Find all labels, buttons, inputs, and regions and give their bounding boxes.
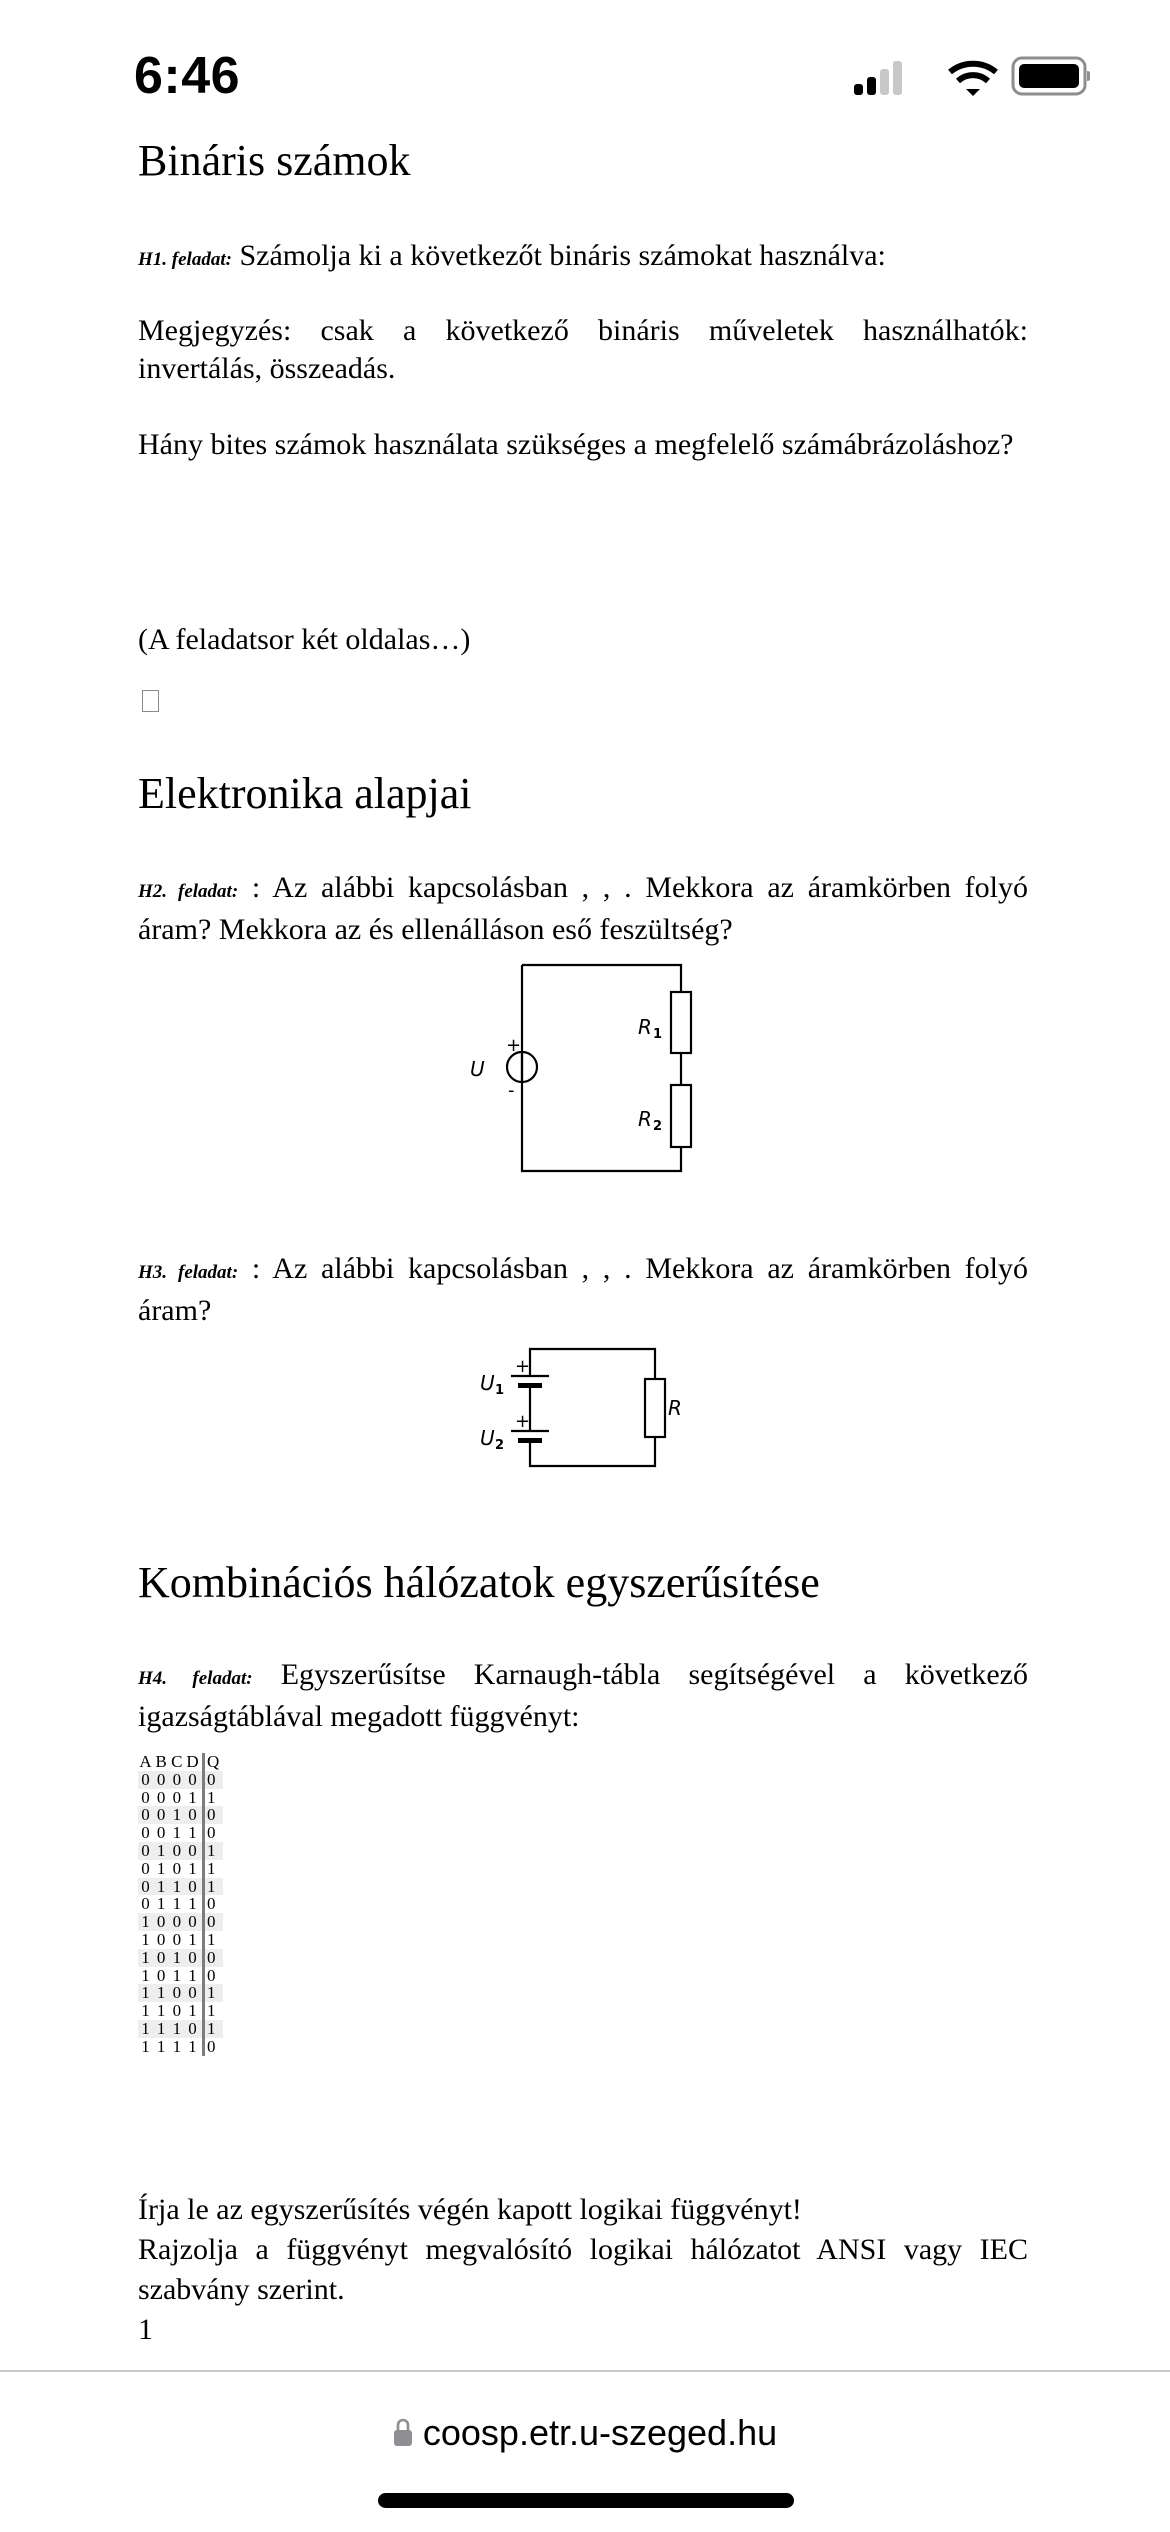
truth-table-row bbox=[138, 1984, 223, 2002]
truth-table-inputs bbox=[138, 1753, 202, 1771]
missing-glyph-icon bbox=[142, 690, 159, 712]
wire-top bbox=[530, 1349, 655, 1379]
truth-table-row bbox=[138, 1771, 223, 1789]
truth-table-inputs bbox=[138, 2038, 202, 2056]
wire-bottom-left bbox=[522, 965, 681, 1171]
truth-table-row bbox=[138, 1824, 223, 1842]
truth-table-cell: 0 bbox=[188, 1840, 197, 1860]
cellular-signal-icon bbox=[854, 61, 902, 95]
truth-table-cell: 1 bbox=[156, 2036, 166, 2056]
truth-table-output-cell: 1 bbox=[205, 1984, 223, 2002]
truth-table-output-cell: 0 bbox=[207, 1823, 216, 1843]
truth-table-header bbox=[138, 1753, 223, 1771]
circuit-diagram-two-batteries bbox=[460, 1330, 700, 1470]
truth-table-cell: 0 bbox=[141, 1858, 150, 1878]
wire-top bbox=[522, 965, 681, 992]
truth-table-cell: 0 bbox=[172, 1983, 182, 2003]
truth-table-cell: C bbox=[171, 1752, 183, 1771]
task-h3-label: H3. feladat: bbox=[138, 1262, 239, 1283]
truth-table-cell: 0 bbox=[141, 1876, 150, 1896]
heading-combinational-networks: Kombinációs hálózatok egyszerűsítése bbox=[138, 1558, 820, 1607]
truth-table-cell: 1 bbox=[172, 1965, 182, 1985]
truth-table-inputs bbox=[138, 1949, 202, 1967]
truth-table-cell: 1 bbox=[141, 2001, 150, 2021]
toolbar-divider bbox=[0, 2370, 1170, 2372]
label-u1: U bbox=[480, 1371, 495, 1395]
lock-body bbox=[394, 2430, 412, 2446]
truth-table-inputs bbox=[138, 1967, 202, 1985]
truth-table-cell: D bbox=[186, 1752, 199, 1771]
home-indicator[interactable] bbox=[378, 2493, 794, 2508]
truth-table-output-cell: 1 bbox=[207, 1787, 216, 1807]
truth-table-output-cell: 1 bbox=[205, 2020, 223, 2038]
truth-table-cell: 0 bbox=[156, 1805, 166, 1825]
truth-table-cell: 0 bbox=[156, 1947, 166, 1967]
truth-table-inputs bbox=[138, 1806, 202, 1824]
task-h1-note: Megjegyzés: csak a következő bináris műveletek használhatók: invertálás, összeadás. bbox=[138, 314, 1028, 385]
truth-table-cell: 1 bbox=[156, 1894, 166, 1914]
task-h1 bbox=[138, 237, 1028, 279]
truth-table-output-cell: 0 bbox=[205, 1913, 223, 1931]
truth-table-row bbox=[138, 1913, 223, 1931]
truth-table-cell: 0 bbox=[141, 1787, 150, 1807]
label-u: U bbox=[470, 1057, 485, 1081]
truth-table-cell: 1 bbox=[141, 2036, 150, 2056]
label-u2: U bbox=[480, 1426, 495, 1450]
label-r1: R bbox=[638, 1015, 652, 1039]
truth-table-inputs bbox=[138, 1878, 202, 1896]
truth-table-cell: 1 bbox=[188, 1823, 197, 1843]
instruction-draw-network: Rajzolja a függvényt megvalósító logikai hálózatot ANSI vagy IEC szabvány szerint. bbox=[138, 2233, 1028, 2306]
truth-table-inputs bbox=[138, 1931, 202, 1949]
label-u2-plus: + bbox=[515, 1411, 531, 1432]
truth-table-cell: 0 bbox=[156, 1787, 166, 1807]
label-r: R bbox=[668, 1396, 682, 1420]
truth-table-cell: 1 bbox=[156, 1876, 166, 1896]
truth-table-cell: 1 bbox=[141, 1965, 150, 1985]
truth-table-cell: 0 bbox=[172, 1787, 182, 1807]
truth-table-inputs bbox=[138, 1913, 202, 1931]
truth-table-output-cell: 1 bbox=[207, 1858, 216, 1878]
truth-table-row bbox=[138, 1967, 223, 1985]
truth-table-row bbox=[138, 1842, 223, 1860]
truth-table-cell: 0 bbox=[172, 1840, 182, 1860]
truth-table-output-cell: 0 bbox=[205, 1949, 223, 1967]
task-h1-text: Számolja ki a következőt bináris számokat használva: bbox=[231, 239, 886, 272]
truth-table-cell: 0 bbox=[156, 1912, 166, 1932]
task-h3 bbox=[138, 1250, 1028, 1330]
task-h2-label: H2. feladat: bbox=[138, 881, 239, 902]
truth-table-cell: 1 bbox=[141, 1983, 150, 2003]
task-h4-label: H4. feladat: bbox=[138, 1668, 253, 1689]
truth-table-row bbox=[138, 1895, 223, 1913]
resistor-r2 bbox=[671, 1085, 691, 1147]
truth-table-cell: 0 bbox=[141, 1823, 150, 1843]
truth-table-inputs bbox=[138, 1860, 202, 1878]
truth-table-cell: 1 bbox=[188, 1787, 197, 1807]
truth-table-cell: 1 bbox=[141, 1947, 150, 1967]
truth-table-output-cell: 1 bbox=[207, 2001, 216, 2021]
battery-u2-plate-short bbox=[518, 1438, 542, 1443]
truth-table-row bbox=[138, 1931, 223, 1949]
truth-table-cell: 0 bbox=[141, 1840, 150, 1860]
truth-table-output-cell: 0 bbox=[207, 1894, 216, 1914]
truth-table-cell: 0 bbox=[188, 1805, 197, 1825]
truth-table-cell: 0 bbox=[141, 1894, 150, 1914]
truth-table-cell: 0 bbox=[188, 2018, 197, 2038]
truth-table-cell: 1 bbox=[172, 1805, 182, 1825]
truth-table-cell: 0 bbox=[172, 2001, 182, 2021]
label-u1-sub: 1 bbox=[495, 1383, 505, 1398]
truth-table-inputs bbox=[138, 1824, 202, 1842]
truth-table-cell: 1 bbox=[156, 1983, 166, 2003]
truth-table-output-cell: 0 bbox=[207, 2036, 216, 2056]
resistor-r bbox=[645, 1379, 665, 1437]
truth-table-cell: 0 bbox=[141, 1805, 150, 1825]
truth-table-cell: 1 bbox=[172, 2018, 182, 2038]
truth-table-row bbox=[138, 1789, 223, 1807]
page-number: 1 bbox=[138, 2313, 153, 2346]
truth-table-cell: 1 bbox=[172, 2036, 182, 2056]
truth-table-row bbox=[138, 2002, 223, 2020]
truth-table-cell: 1 bbox=[188, 1965, 197, 1985]
resistor-r1 bbox=[671, 992, 691, 1053]
truth-table-cell: 0 bbox=[188, 1769, 197, 1789]
lock-icon bbox=[393, 2412, 413, 2458]
truth-table-cell: 0 bbox=[188, 1983, 197, 2003]
truth-table-output-cell: 1 bbox=[207, 1929, 216, 1949]
truth-table-row bbox=[138, 2020, 223, 2038]
wire-bottom bbox=[530, 1437, 655, 1466]
truth-table-cell: 1 bbox=[188, 1894, 197, 1914]
task-h4-text: Egyszerűsítse Karnaugh-tábla segítségével a következő igazságtáblával megadott függvényt: bbox=[138, 1658, 1028, 1733]
label-minus: - bbox=[508, 1080, 515, 1101]
truth-table bbox=[138, 1753, 223, 2056]
truth-table-cell: 1 bbox=[172, 1947, 182, 1967]
task-h2-text: : Az alábbi kapcsolásban , , . Mekkora az áramkörben folyó áram? Mekkora az és ellenálláson eső feszültség? bbox=[138, 871, 1028, 946]
truth-table-cell: 1 bbox=[172, 1894, 182, 1914]
truth-table-row bbox=[138, 1806, 223, 1824]
truth-table-cell: 0 bbox=[156, 1769, 166, 1789]
truth-table-cell: 1 bbox=[156, 2001, 166, 2021]
circuit-diagram-series-resistors bbox=[440, 950, 720, 1180]
battery-u1-plate-short bbox=[518, 1383, 542, 1388]
truth-table-cell: 1 bbox=[156, 1858, 166, 1878]
truth-table-row bbox=[138, 2038, 223, 2056]
truth-table-output-cell: 0 bbox=[205, 1771, 223, 1789]
truth-table-cell: 1 bbox=[188, 2036, 197, 2056]
status-icons bbox=[850, 56, 1090, 98]
truth-table-cell: 1 bbox=[188, 1929, 197, 1949]
task-h3-text: : Az alábbi kapcsolásban , , . Mekkora az áramkörben folyó áram? bbox=[138, 1252, 1028, 1327]
truth-table-cell: 0 bbox=[172, 1858, 182, 1878]
label-plus: + bbox=[506, 1035, 522, 1056]
truth-table-inputs bbox=[138, 1842, 202, 1860]
truth-table-output-cell: 0 bbox=[205, 1806, 223, 1824]
truth-table-inputs bbox=[138, 1895, 202, 1913]
truth-table-cell: 0 bbox=[172, 1929, 182, 1949]
task-h2 bbox=[138, 869, 1028, 949]
label-r2-sub: 2 bbox=[653, 1119, 663, 1134]
label-u2-sub: 2 bbox=[495, 1438, 505, 1453]
truth-table-cell: 1 bbox=[156, 1840, 166, 1860]
truth-table-cell: 0 bbox=[156, 1965, 166, 1985]
label-r1-sub: 1 bbox=[653, 1027, 663, 1042]
truth-table-cell: 1 bbox=[141, 2018, 150, 2038]
heading-binary-numbers: Bináris számok bbox=[138, 136, 411, 185]
task-h4 bbox=[138, 1656, 1028, 1736]
truth-table-output-cell: 1 bbox=[205, 1878, 223, 1896]
label-r2: R bbox=[638, 1107, 652, 1131]
truth-table-cell: 0 bbox=[156, 1823, 166, 1843]
truth-table-inputs bbox=[138, 1771, 202, 1789]
truth-table-inputs bbox=[138, 2002, 202, 2020]
address-bar[interactable] bbox=[0, 2410, 1170, 2458]
task-h1-label: H1. feladat: bbox=[138, 249, 232, 270]
truth-table-cell: 1 bbox=[188, 1858, 197, 1878]
two-page-note: (A feladatsor két oldalas…) bbox=[138, 623, 471, 656]
status-time: 6:46 bbox=[134, 47, 241, 105]
task-h1-question: Hány bites számok használata szükséges a megfelelő számábrázoláshoz? bbox=[138, 428, 1014, 461]
truth-table-cell: 0 bbox=[172, 1912, 182, 1932]
truth-table-row bbox=[138, 1949, 223, 1967]
truth-table-output-cell: 1 bbox=[205, 1842, 223, 1860]
truth-table-inputs bbox=[138, 1789, 202, 1807]
instruction-write-function: Írja le az egyszerűsítés végén kapott logikai függvényt! bbox=[138, 2193, 802, 2226]
truth-table-inputs bbox=[138, 2020, 202, 2038]
truth-table-inputs bbox=[138, 1984, 202, 2002]
truth-table-cell: 0 bbox=[188, 1912, 197, 1932]
truth-table-cell: 0 bbox=[141, 1769, 150, 1789]
heading-electronics-basics: Elektronika alapjai bbox=[138, 769, 472, 818]
truth-table-cell: 0 bbox=[188, 1876, 197, 1896]
truth-table-cell: 1 bbox=[188, 2001, 197, 2021]
truth-table-cell: B bbox=[155, 1752, 167, 1771]
truth-table-cell: 1 bbox=[141, 1912, 150, 1932]
truth-table-cell: 1 bbox=[141, 1929, 150, 1949]
url-text[interactable]: coosp.etr.u-szeged.hu bbox=[422, 2412, 778, 2453]
wifi-icon bbox=[950, 64, 996, 96]
battery-icon bbox=[1013, 58, 1090, 94]
truth-table-cell: 1 bbox=[172, 1876, 182, 1896]
truth-table-row bbox=[138, 1878, 223, 1896]
truth-table-cell: 0 bbox=[156, 1929, 166, 1949]
truth-table-output-cell: 0 bbox=[207, 1965, 216, 1985]
truth-table-cell: A bbox=[139, 1752, 152, 1771]
truth-table-cell: 1 bbox=[172, 1823, 182, 1843]
truth-table-cell: 0 bbox=[172, 1769, 182, 1789]
truth-table-output-cell: Q bbox=[207, 1752, 220, 1771]
truth-table-cell: 1 bbox=[156, 2018, 166, 2038]
label-u1-plus: + bbox=[515, 1356, 531, 1377]
truth-table-cell: 0 bbox=[188, 1947, 197, 1967]
truth-table-row bbox=[138, 1860, 223, 1878]
